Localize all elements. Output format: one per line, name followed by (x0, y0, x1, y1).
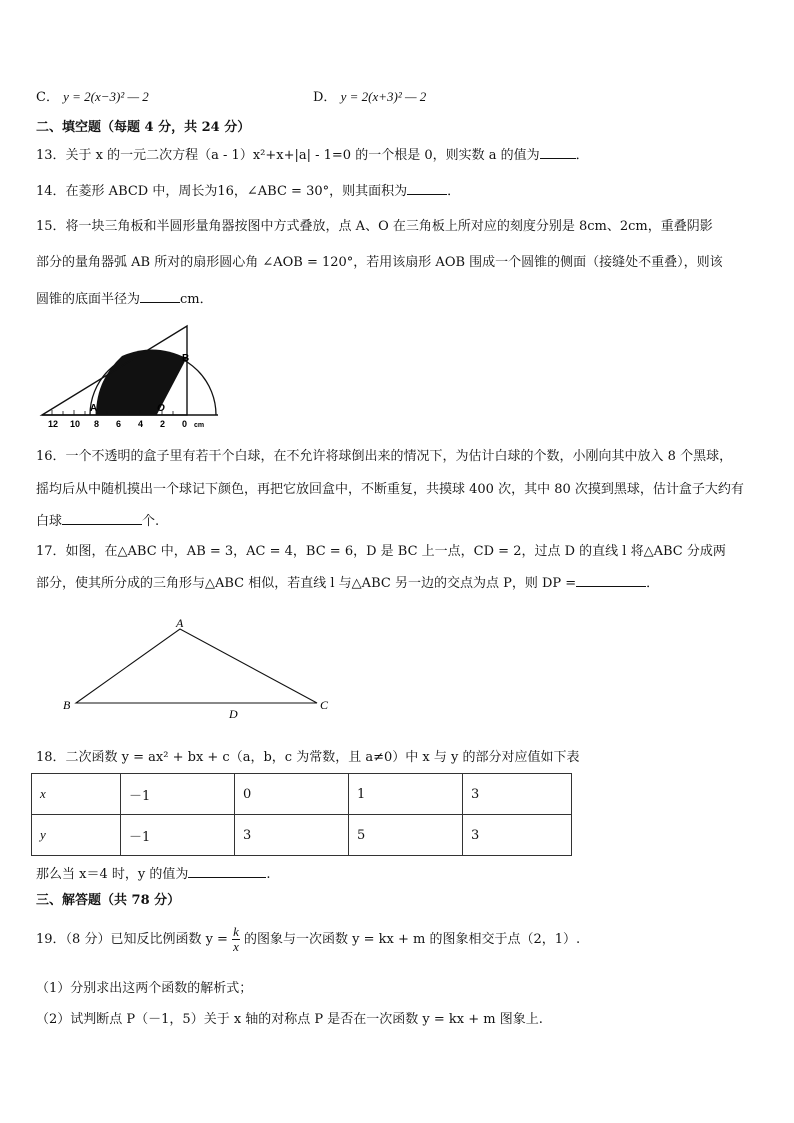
table-cell: －1 (121, 774, 235, 815)
table-cell: 3 (463, 815, 572, 856)
answer-blank (407, 182, 447, 195)
tick-label: 8 (94, 419, 100, 429)
question-15-line-3 (36, 290, 213, 309)
question-16-line-3-start: 白球 (36, 514, 63, 529)
tick-label: 4 (138, 419, 144, 429)
question-16-line-2: 摇均后从中随机摸出一个球记下颜色，再把它放回盒中，不断重复，共摸球 400 次，其中 80 次摸到黑球，估计盒子大约有 (36, 482, 744, 497)
section-heading-solutions: 三、解答题（共 78 分） (36, 893, 181, 908)
answer-blank (62, 512, 142, 525)
question-15-line-2: 部分的量角器弧 AB 所对的扇形圆心角 ∠AOB = 120°，若用该扇形 AOB 围成一个圆锥的侧面（接缝处不重叠），则该 (36, 255, 723, 270)
option-c (36, 88, 149, 107)
table-cell: y (32, 815, 121, 856)
value-table (31, 773, 572, 856)
table-cell: 1 (349, 774, 463, 815)
question-15-line-3-end: cm． (180, 292, 213, 307)
vertex-a-label: A (176, 616, 184, 630)
answer-blank (576, 574, 646, 587)
question-15-line-1: 15．将一块三角板和半圆形量角器按图中方式叠放，点 A、O 在三角板上所对应的刻度分别是 8cm、2cm，重叠阴影 (36, 219, 713, 234)
question-14-text: 14．在菱形 ABCD 中，周长为16，∠ABC = 30°，则其面积为 (36, 184, 408, 199)
question-17-line-2-end: ． (646, 576, 660, 591)
question-13 (36, 146, 589, 165)
tick-label: 10 (70, 419, 81, 429)
question-14-end: ． (447, 184, 461, 199)
question-19-part-2: （2）试判断点 P（－1，5）关于 x 轴的对称点 P 是否在一次函数 y = kx + m 图象上. (36, 1012, 543, 1027)
table-cell: x (32, 774, 121, 815)
fraction-denominator: x (233, 939, 239, 954)
answer-blank (540, 146, 576, 159)
triangle-abc-figure (60, 615, 340, 720)
option-c-label: C． (36, 90, 59, 105)
question-16-line-1: 16．一个不透明的盒子里有若干个白球，在不允许将球倒出来的情况下，为估计白球的个数，小刚向其中放入 8 个黑球， (36, 449, 733, 464)
answer-blank (140, 290, 180, 303)
option-d (313, 88, 426, 107)
table-row (32, 774, 572, 815)
tick-unit: cm (194, 422, 205, 429)
fraction-numerator: k (233, 924, 239, 939)
question-13-end: ． (575, 148, 589, 163)
table-cell: 3 (463, 774, 572, 815)
table-cell: 3 (235, 815, 349, 856)
question-17-line-2 (36, 574, 659, 593)
fraction-k-over-x (232, 925, 240, 954)
question-13-text: 13．关于 x 的一元二次方程（a - 1）x²+x+|a| - 1=0 的一个根是 0，则实数 a 的值为 (36, 148, 540, 163)
point-o-label: O (157, 403, 165, 414)
option-d-formula: y = 2(x+3)² — 2 (340, 89, 427, 104)
question-14 (36, 182, 460, 201)
table-cell: 0 (235, 774, 349, 815)
shaded-sector (96, 349, 186, 415)
table-cell: 5 (349, 815, 463, 856)
point-b-label: B (182, 353, 190, 364)
vertex-b-label: B (63, 698, 71, 712)
table-row (32, 815, 572, 856)
question-18-after-start: 那么当 x＝4 时，y 的值为 (36, 867, 189, 882)
answer-blank (188, 865, 266, 878)
question-19 (36, 922, 580, 958)
question-16-line-3 (36, 512, 159, 531)
option-d-label: D． (313, 90, 337, 105)
question-16-line-3-end: 个. (142, 514, 160, 529)
question-17-line-1: 17．如图，在△ABC 中，AB = 3，AC = 4，BC = 6，D 是 BC 上一点，CD = 2，过点 D 的直线 l 将△ABC 分成两 (36, 544, 726, 559)
question-19-mid: 的图象与一次函数 y = kx + m 的图象相交于点（2，1）. (244, 932, 581, 947)
table-cell: －1 (121, 815, 235, 856)
point-a-label: A (90, 403, 98, 414)
triangle-abc (76, 629, 317, 703)
question-18-text: 18．二次函数 y = ax² + bx + c（a，b，c 为常数，且 a≠0）中 x 与 y 的部分对应值如下表 (36, 750, 580, 765)
option-c-formula: y = 2(x−3)² — 2 (63, 89, 149, 104)
question-17-line-2-text: 部分，使其所分成的三角形与△ABC 相似，若直线 l 与△ABC 另一边的交点为点 P，则 DP = (36, 576, 577, 591)
tick-label: 6 (116, 419, 122, 429)
protractor-figure (36, 320, 236, 432)
tick-label: 0 (182, 419, 188, 429)
tick-label: 2 (160, 419, 166, 429)
question-18-after (36, 865, 271, 884)
question-19-part-1: （1）分别求出这两个函数的解析式； (36, 981, 253, 996)
tick-label: 12 (48, 419, 59, 429)
vertex-c-label: C (320, 698, 329, 712)
section-heading-fill-in: 二、填空题（每题 4 分，共 24 分） (36, 120, 251, 135)
point-d-label: D (229, 707, 238, 720)
question-19-start: 19．（8 分）已知反比例函数 y = (36, 932, 228, 947)
question-18-after-end: . (266, 867, 271, 882)
question-15-line-3-start: 圆锥的底面半径为 (36, 292, 141, 307)
